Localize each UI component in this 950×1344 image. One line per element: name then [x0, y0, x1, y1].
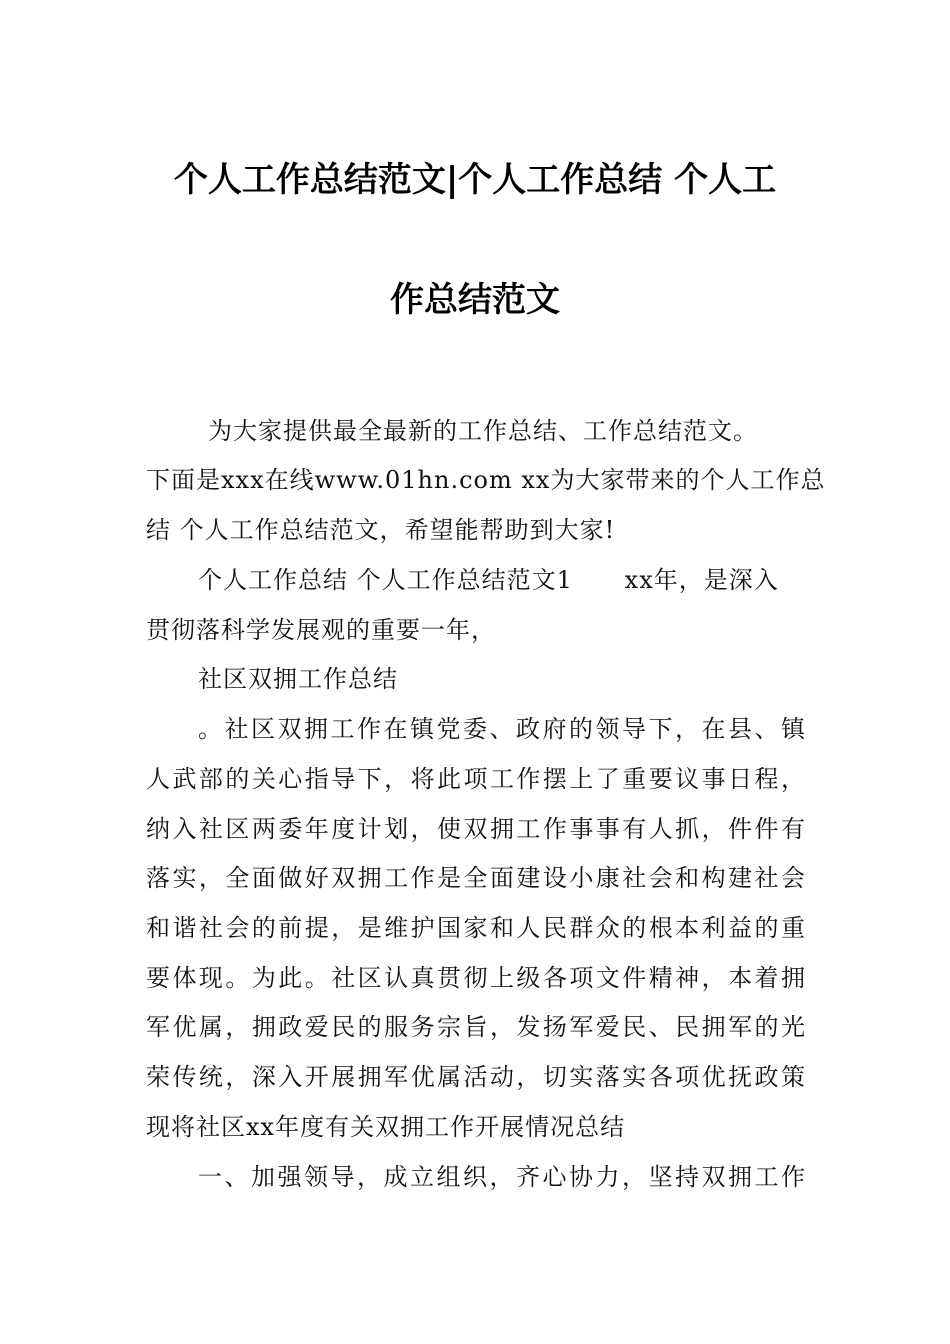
paragraph-3-line-6: 要体现。为此。社区认真贯彻上级各项文件精神，本着拥 — [146, 964, 806, 992]
paragraph-3-line-7: 军优属，拥政爱民的服务宗旨，发扬军爱民、民拥军的光 — [146, 1013, 806, 1041]
paragraph-2-line-2: 贯彻落科学发展观的重要一年， — [146, 616, 496, 644]
paragraph-1-line-3: 结 个人工作总结范文，希望能帮助到大家! — [146, 516, 616, 544]
paragraph-3-line-2: 人武部的关心指导下，将此项工作摆上了重要议事日程， — [146, 765, 806, 793]
paragraph-3-line-9: 现将社区xx年度有关双拥工作开展情况总结 — [146, 1113, 626, 1141]
paragraph-1-line-2: 下面是xxx在线www.01hn.com xx为大家带来的个人工作总 — [146, 466, 826, 494]
paragraph-2-line-1: 个人工作总结 个人工作总结范文1 xx年，是深入 — [198, 566, 779, 594]
paragraph-3-line-1: 。社区双拥工作在镇党委、政府的领导下，在县、镇 — [198, 715, 806, 743]
paragraph-3-line-4: 落实，全面做好双拥工作是全面建设小康社会和构建社会 — [146, 864, 806, 892]
section-heading: 社区双拥工作总结 — [198, 665, 398, 693]
document-title-line-1: 个人工作总结范文|个人工作总结 个人工 — [173, 160, 777, 200]
paragraph-1-line-1: 为大家提供最全最新的工作总结、工作总结范文。 — [208, 417, 758, 445]
paragraph-4-line-1: 一、加强领导，成立组织，齐心协力，坚持双拥工作 — [198, 1163, 806, 1191]
paragraph-3-line-8: 荣传统，深入开展拥军优属活动，切实落实各项优抚政策 — [146, 1063, 806, 1091]
paragraph-3-line-3: 纳入社区两委年度计划，使双拥工作事事有人抓，件件有 — [146, 815, 806, 843]
paragraph-3-line-5: 和谐社会的前提，是维护国家和人民群众的根本利益的重 — [146, 914, 806, 942]
document-title-line-2: 作总结范文 — [390, 280, 560, 320]
